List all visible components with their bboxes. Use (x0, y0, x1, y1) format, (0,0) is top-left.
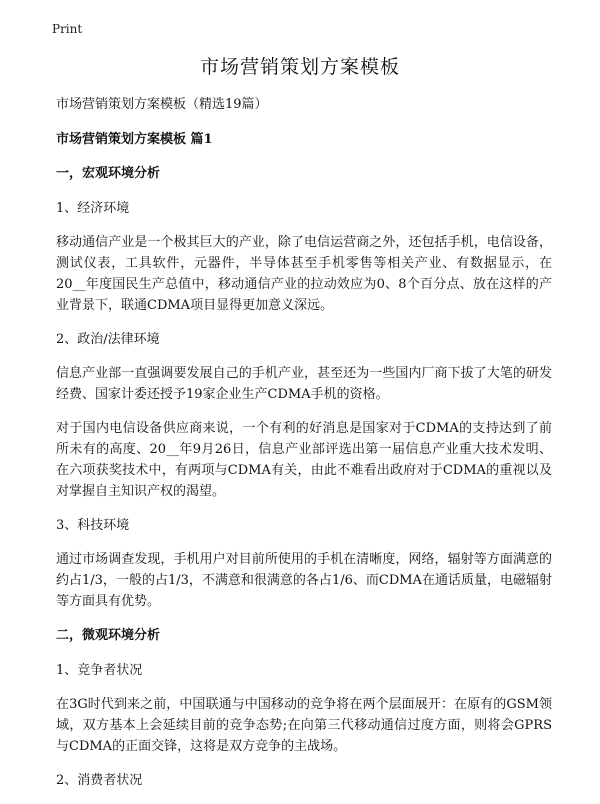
article-heading: 市场营销策划方案模板 篇1 (56, 132, 213, 147)
section-heading: 一，宏观环境分析 (56, 166, 161, 181)
subsection-heading: 3、科技环境 (56, 518, 130, 533)
section-heading: 二，微观环境分析 (56, 628, 161, 643)
paragraph: 对于国内电信设备供应商来说，一个有利的好消息是国家对于CDMA的支持达到了前所未有的高度、20__年9月26日，信息产业部评选出第一届信息产业重大技术发明、在六项获奖技术中，有两项与CDMA有关，由此不难看出政府对于CDMA的重视以及对掌握自主知识产权的渴望。 (56, 421, 552, 499)
subsection-heading: 1、经济环境 (56, 201, 130, 216)
document-title: 市场营销策划方案模板 (199, 56, 400, 78)
paragraph: 信息产业部一直强调要发展自己的手机产业，甚至还为一些国内厂商下拔了大笔的研发经费、国家计委还授予19家企业生产CDMA手机的资格。 (56, 366, 552, 402)
document-body (56, 94, 552, 804)
subsection-heading: 2、政治/法律环境 (56, 332, 160, 347)
print-link[interactable]: Print (52, 22, 83, 36)
paragraph: 在3G时代到来之前，中国联通与中国移动的竞争将在两个层面展开：在原有的GSM领域，双方基本上会延续目前的竞争态势;在向第三代移动通信过度方面，则将会GPRS与CDMA的正面交锋，这将是双方竞争的主战场。 (56, 697, 552, 754)
subsection-heading: 1、竞争者状况 (56, 663, 143, 678)
document-subtitle: 市场营销策划方案模板（精选19篇） (56, 97, 268, 112)
paragraph: 移动通信产业是一个极其巨大的产业，除了电信运营商之外，还包括手机，电信设备，测试仪表，工具软件，元器件，半导体甚至手机零售等相关产业、有数据显示，在20__年度国民生产总值中，移动通信产业的拉动效应为0、8个百分点、放在这样的产业背景下，联通CDMA项目显得更加意义深远。 (56, 235, 552, 313)
paragraph: 通过市场调查发现，手机用户对目前所使用的手机在清晰度，网络，辐射等方面满意的约占1/3，一般的占1/3，不满意和很满意的各占1/6、而CDMA在通话质量，电磁辐射等方面具有优势。 (56, 552, 552, 609)
subsection-heading: 2、消费者状况 (56, 773, 143, 788)
